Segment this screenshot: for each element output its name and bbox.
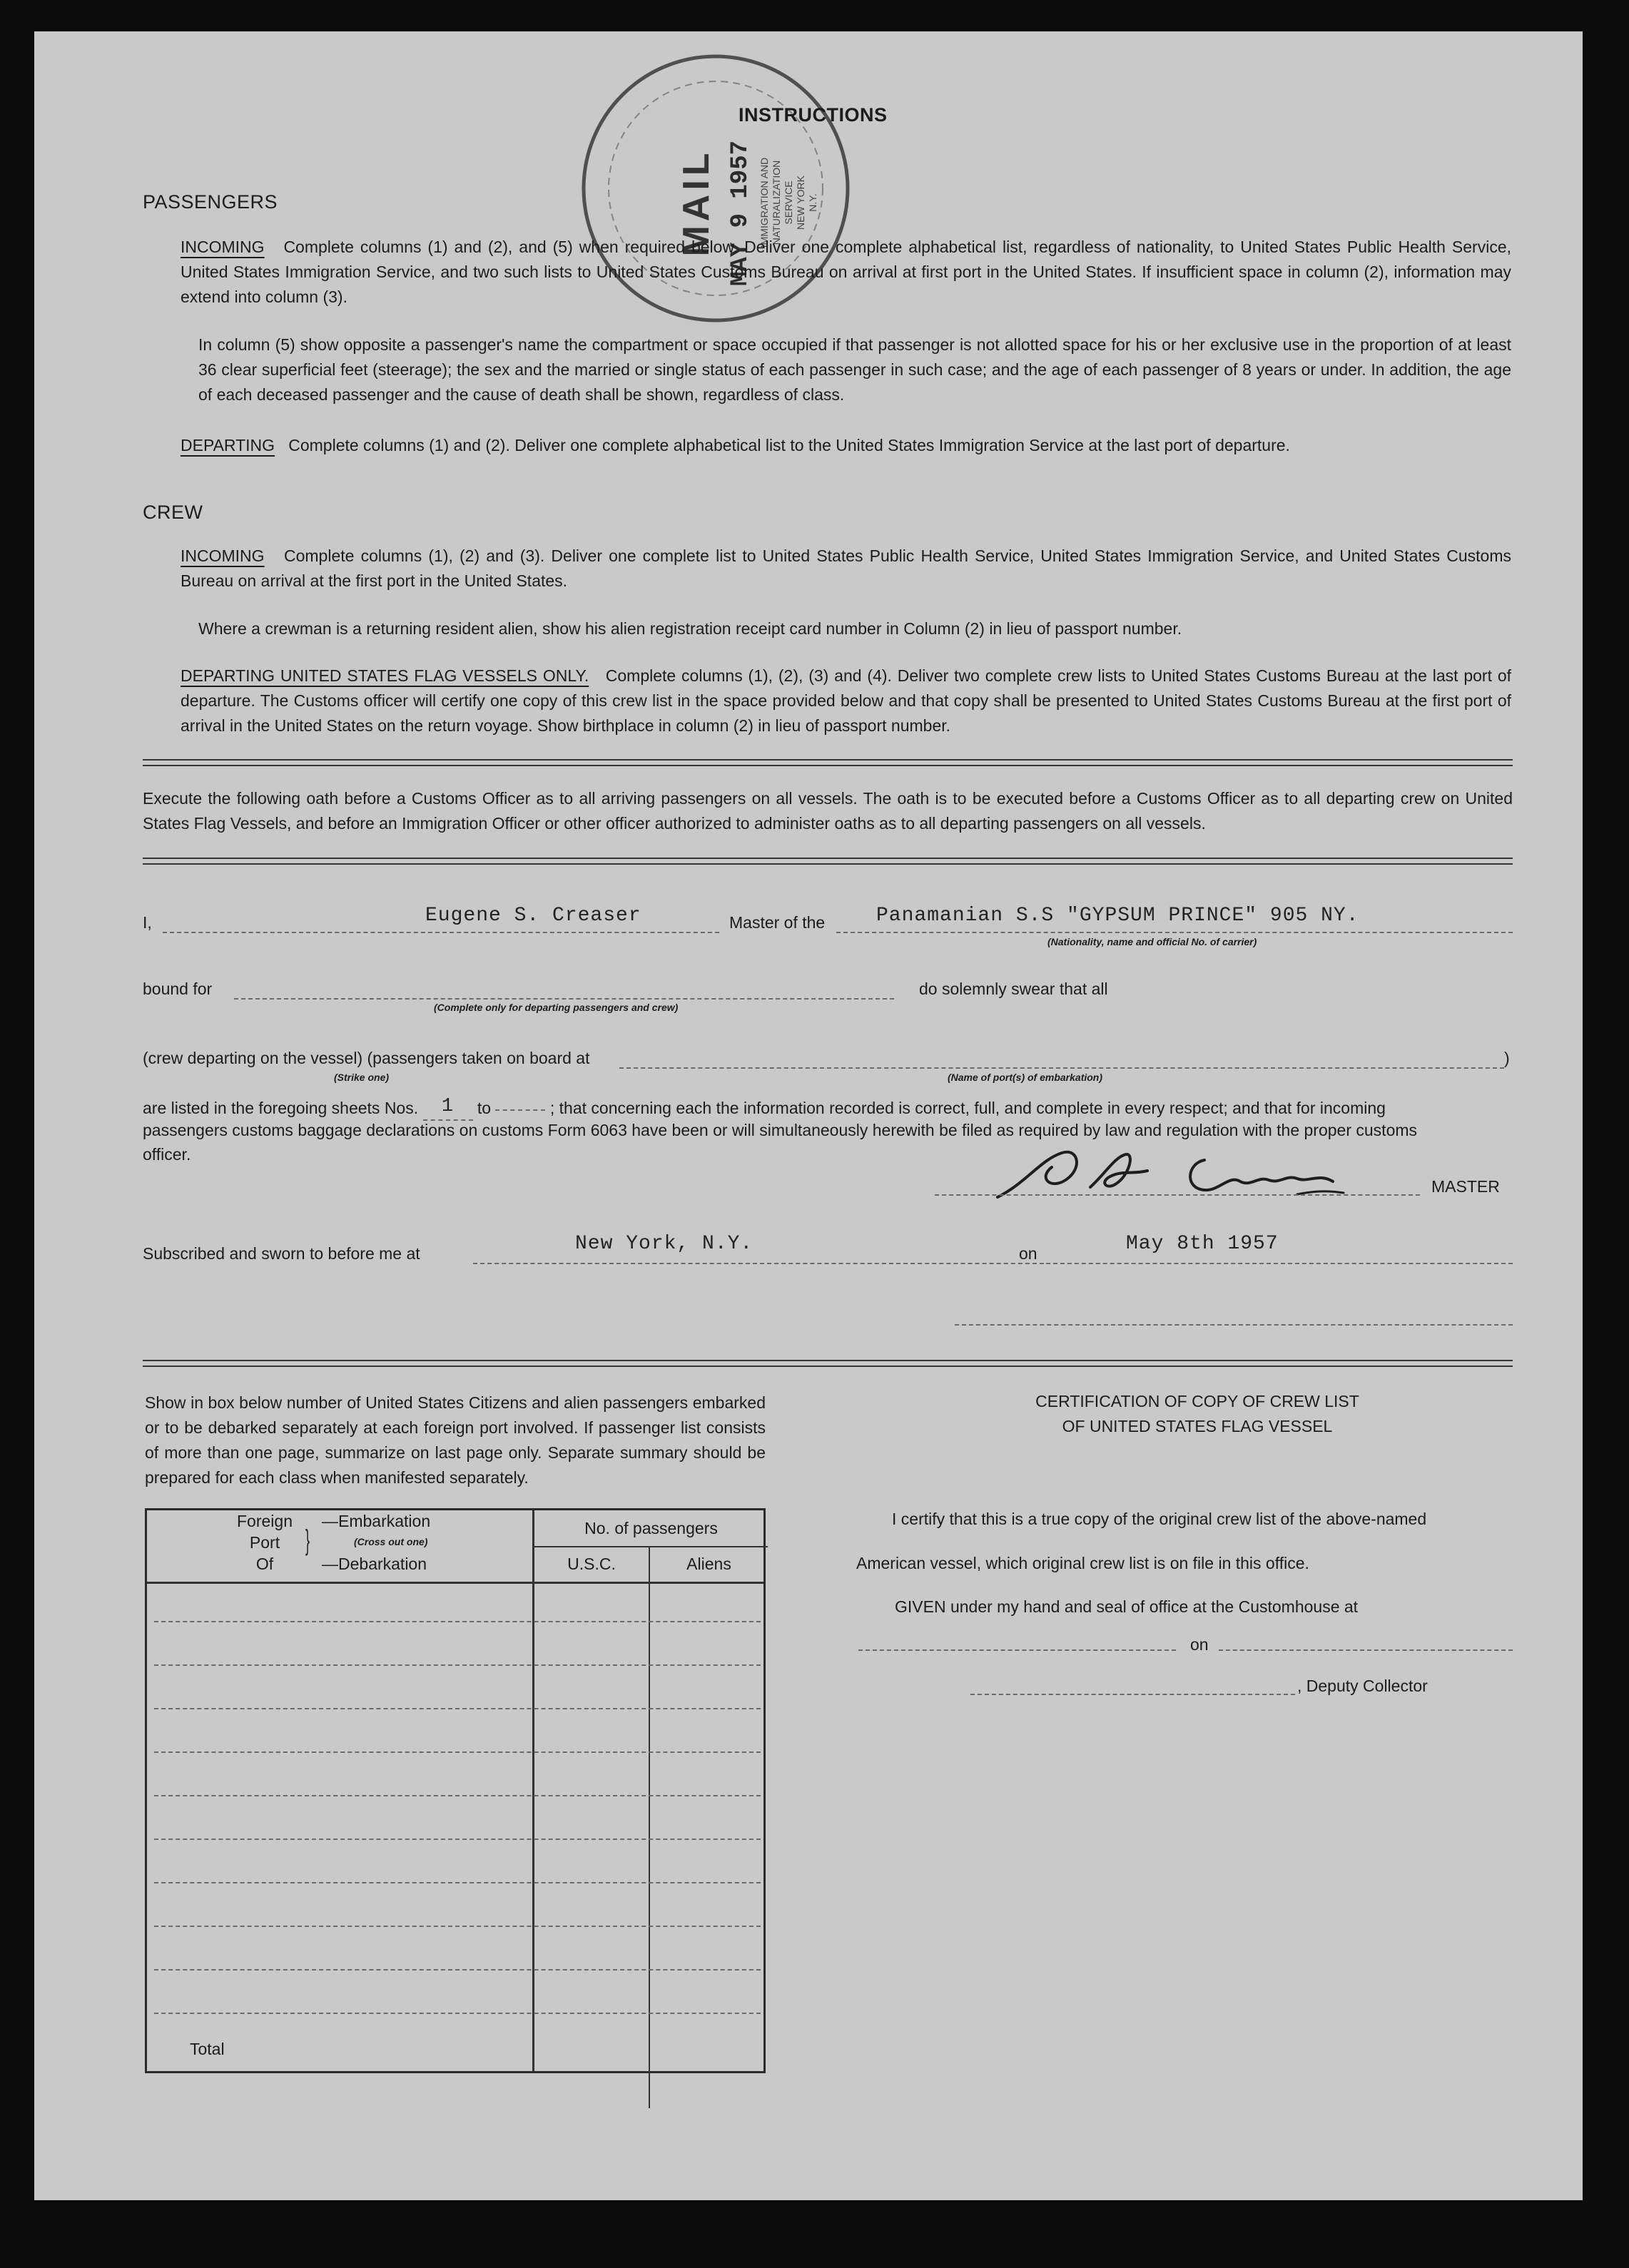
certification-text1: I certify that this is a true copy of the original crew list of the above-named — [892, 1510, 1427, 1528]
double-rule — [143, 858, 1513, 865]
sworn-date-line — [1046, 1263, 1513, 1264]
subscribed-label: Subscribed and sworn to before me at — [143, 1244, 420, 1263]
crew-departing-text: Complete columns (1), (2), (3) and (4). Deliver two complete crew lists to United States Customs Bureau at the last port of departure. The Customs officer will certify one copy of this crew list in the space provided below and that copy shall be presented to United States Customs Bureau at the first port of arrival in the United States on the return voyage. Show birthplace in column (2) in lieu of passport number. — [181, 666, 1512, 735]
table-row — [154, 1795, 761, 1796]
passengers-departing-paragraph — [181, 433, 1511, 458]
port-label: Port — [249, 1533, 280, 1552]
bound-for-line — [234, 998, 894, 1000]
table-divider — [532, 1546, 768, 1547]
vessel-name: Panamanian S.S "GYPSUM PRINCE" 905 NY. — [876, 905, 1359, 927]
stamp-mail: MAIL — [676, 148, 717, 257]
passengers-departing-label: DEPARTING — [181, 436, 275, 454]
certification-text3: GIVEN under my hand and seal of office at the Customhouse at — [895, 1597, 1359, 1616]
officer-text: officer. — [143, 1145, 191, 1164]
form-page — [34, 31, 1583, 2200]
table-header-rule — [147, 1582, 763, 1584]
table-row — [154, 2013, 761, 2014]
vessel-line — [836, 932, 1513, 933]
sworn-date: May 8th 1957 — [1126, 1233, 1279, 1255]
oath-i-label: I, — [143, 913, 152, 932]
no-passengers-header: No. of passengers — [584, 1519, 718, 1537]
listed-text: are listed in the foregoing sheets Nos. — [143, 1099, 419, 1117]
passengers-incoming-label: INCOMING — [181, 238, 265, 256]
double-rule — [143, 1360, 1513, 1367]
concerning-text: ; that concerning each the information recorded is correct, full, and complete in every respect; and that for incoming — [549, 1099, 1386, 1117]
table-row — [154, 1621, 761, 1622]
master-of-label: Master of the — [729, 913, 826, 932]
table-divider — [649, 1547, 650, 2108]
usc-header: U.S.C. — [567, 1555, 616, 1573]
crew-heading: CREW — [143, 502, 203, 523]
officer-signature-line — [955, 1324, 1513, 1326]
bound-for-label: bound for — [143, 980, 213, 998]
table-divider — [532, 1510, 534, 2071]
passengers-incoming-text: Complete columns (1) and (2), and (5) when required below. Deliver one complete alphabetical list, regardless of nationality, to United States Public Health Service, United States Immigration Service, and two such lists to United States Customs Bureau on arrival at first port in the United States. If insufficient space in column (2), information may extend into column (3). — [181, 238, 1511, 306]
stamp-line: N.Y. — [807, 193, 818, 212]
sworn-place-line — [473, 1263, 1044, 1264]
customhouse-line — [858, 1649, 1176, 1651]
sworn-on-label: on — [1019, 1244, 1037, 1263]
listed-sentence — [143, 1093, 1513, 1121]
bound-caption: (Complete only for departing passengers and crew) — [434, 1002, 679, 1013]
crew-departing-text: (crew departing on the vessel) (passengers taken on board at — [143, 1049, 590, 1067]
signature-line — [935, 1194, 1420, 1196]
table-row — [154, 1969, 761, 1970]
vessel-caption: (Nationality, name and official No. of carrier) — [1047, 936, 1257, 947]
stamp-line: SERVICE — [783, 180, 794, 225]
certification-on-label: on — [1190, 1635, 1209, 1654]
certification-text2: American vessel, which original crew list is on file in this office. — [856, 1554, 1309, 1572]
sworn-place: New York, N.Y. — [575, 1233, 753, 1255]
instructions-title: INSTRUCTIONS — [739, 104, 888, 126]
of-label: Of — [255, 1555, 274, 1573]
table-row — [154, 1664, 761, 1666]
crew-incoming-text: Complete columns (1), (2) and (3). Deliver one complete list to United States Public Health Service, United States Immigration Service, and United States Customs Bureau on arrival at the first port in the United States. — [181, 546, 1512, 590]
table-row — [154, 1751, 761, 1753]
certification-title-line: OF UNITED STATES FLAG VESSEL — [1062, 1417, 1333, 1435]
table-row — [154, 1708, 761, 1709]
close-paren: ) — [1504, 1049, 1510, 1067]
embarkation-label: —Embarkation — [322, 1512, 431, 1530]
table-row — [154, 1882, 761, 1883]
double-rule — [143, 759, 1513, 766]
foreign-port-header — [218, 1510, 311, 1575]
passenger-summary-table — [145, 1508, 766, 2073]
crew-incoming-label: INCOMING — [181, 546, 265, 565]
certification-date-line — [1219, 1649, 1513, 1651]
passengers-baggage-text: passengers customs baggage declarations on customs Form 6063 have been or will simultaneously herewith be filed as required by law and regulation with the proper customs — [143, 1121, 1418, 1139]
passengers-incoming-text2: In column (5) show opposite a passenger's name the compartment or space occupied if that passenger is not allotted space for his or her exclusive use in the proportion of at least 36 clear superficial feet (steerage); the sex and the married or single status of each passenger in such case; and the age of each passenger of 8 years or under. In addition, the age of each deceased passenger and the cause of death shall be shown, regardless of class. — [198, 335, 1511, 404]
debarkation-label: —Debarkation — [322, 1555, 427, 1573]
sheet-from: 1 — [441, 1096, 455, 1117]
embarkation-port-line — [619, 1067, 1504, 1069]
certification-title — [876, 1389, 1518, 1439]
brace: } — [305, 1525, 310, 1556]
certification-title-line: CERTIFICATION OF COPY OF CREW LIST — [1035, 1392, 1359, 1410]
to-label: to — [477, 1099, 492, 1117]
crew-departing-label: DEPARTING UNITED STATES FLAG VESSELS ONLY. — [181, 666, 589, 685]
master-name: Eugene S. Creaser — [425, 905, 641, 927]
summary-instructions: Show in box below number of United States Citizens and alien passengers embarked or to be debarked separately at each foreign port involved. If passenger list consists of more than one page, summarize on last page only. Separate summary should be prepared for each class when manifested separately. — [145, 1393, 766, 1487]
total-label: Total — [190, 2040, 225, 2058]
foreign-label: Foreign — [237, 1512, 293, 1530]
master-name-line — [163, 932, 719, 933]
cross-out-caption: (Cross out one) — [354, 1536, 428, 1547]
crew-incoming-paragraph — [181, 544, 1511, 594]
crew-departing-paragraph — [181, 663, 1511, 738]
deputy-collector-line — [970, 1694, 1295, 1695]
stamp-line: NEW YORK — [795, 176, 806, 230]
aliens-header: Aliens — [686, 1555, 731, 1573]
passengers-heading: PASSENGERS — [143, 191, 278, 213]
stamp-line: IMMIGRATION AND — [758, 157, 770, 248]
master-signature — [983, 1132, 1354, 1210]
passengers-departing-text: Complete columns (1) and (2). Deliver one complete alphabetical list to the United States Immigration Service at the last port of departure. — [288, 436, 1290, 454]
table-row — [154, 1926, 761, 1927]
stamp-date: MAY 9 1957 — [727, 140, 754, 287]
oath-instructions: Execute the following oath before a Customs Officer as to all arriving passengers on all vessels. The oath is to be executed before a Customs Officer as to all departing crew on United States Flag Vessels, and before an Immigration Officer or other officer authorized to administer oaths as to all departing passengers on all vessels. — [143, 789, 1513, 833]
passengers-incoming-paragraph — [181, 235, 1511, 310]
crew-incoming-text2: Where a crewman is a returning resident alien, show his alien registration receipt card number in Column (2) in lieu of passport number. — [198, 619, 1182, 638]
deputy-collector-label: , Deputy Collector — [1297, 1677, 1428, 1695]
stamp-line: NATURALIZATION — [771, 160, 782, 245]
master-label: MASTER — [1431, 1177, 1500, 1196]
strike-caption: (Strike one) — [334, 1072, 390, 1083]
swear-text: do solemnly swear that all — [919, 980, 1108, 998]
port-caption: (Name of port(s) of embarkation) — [948, 1072, 1103, 1083]
table-row — [154, 1839, 761, 1840]
